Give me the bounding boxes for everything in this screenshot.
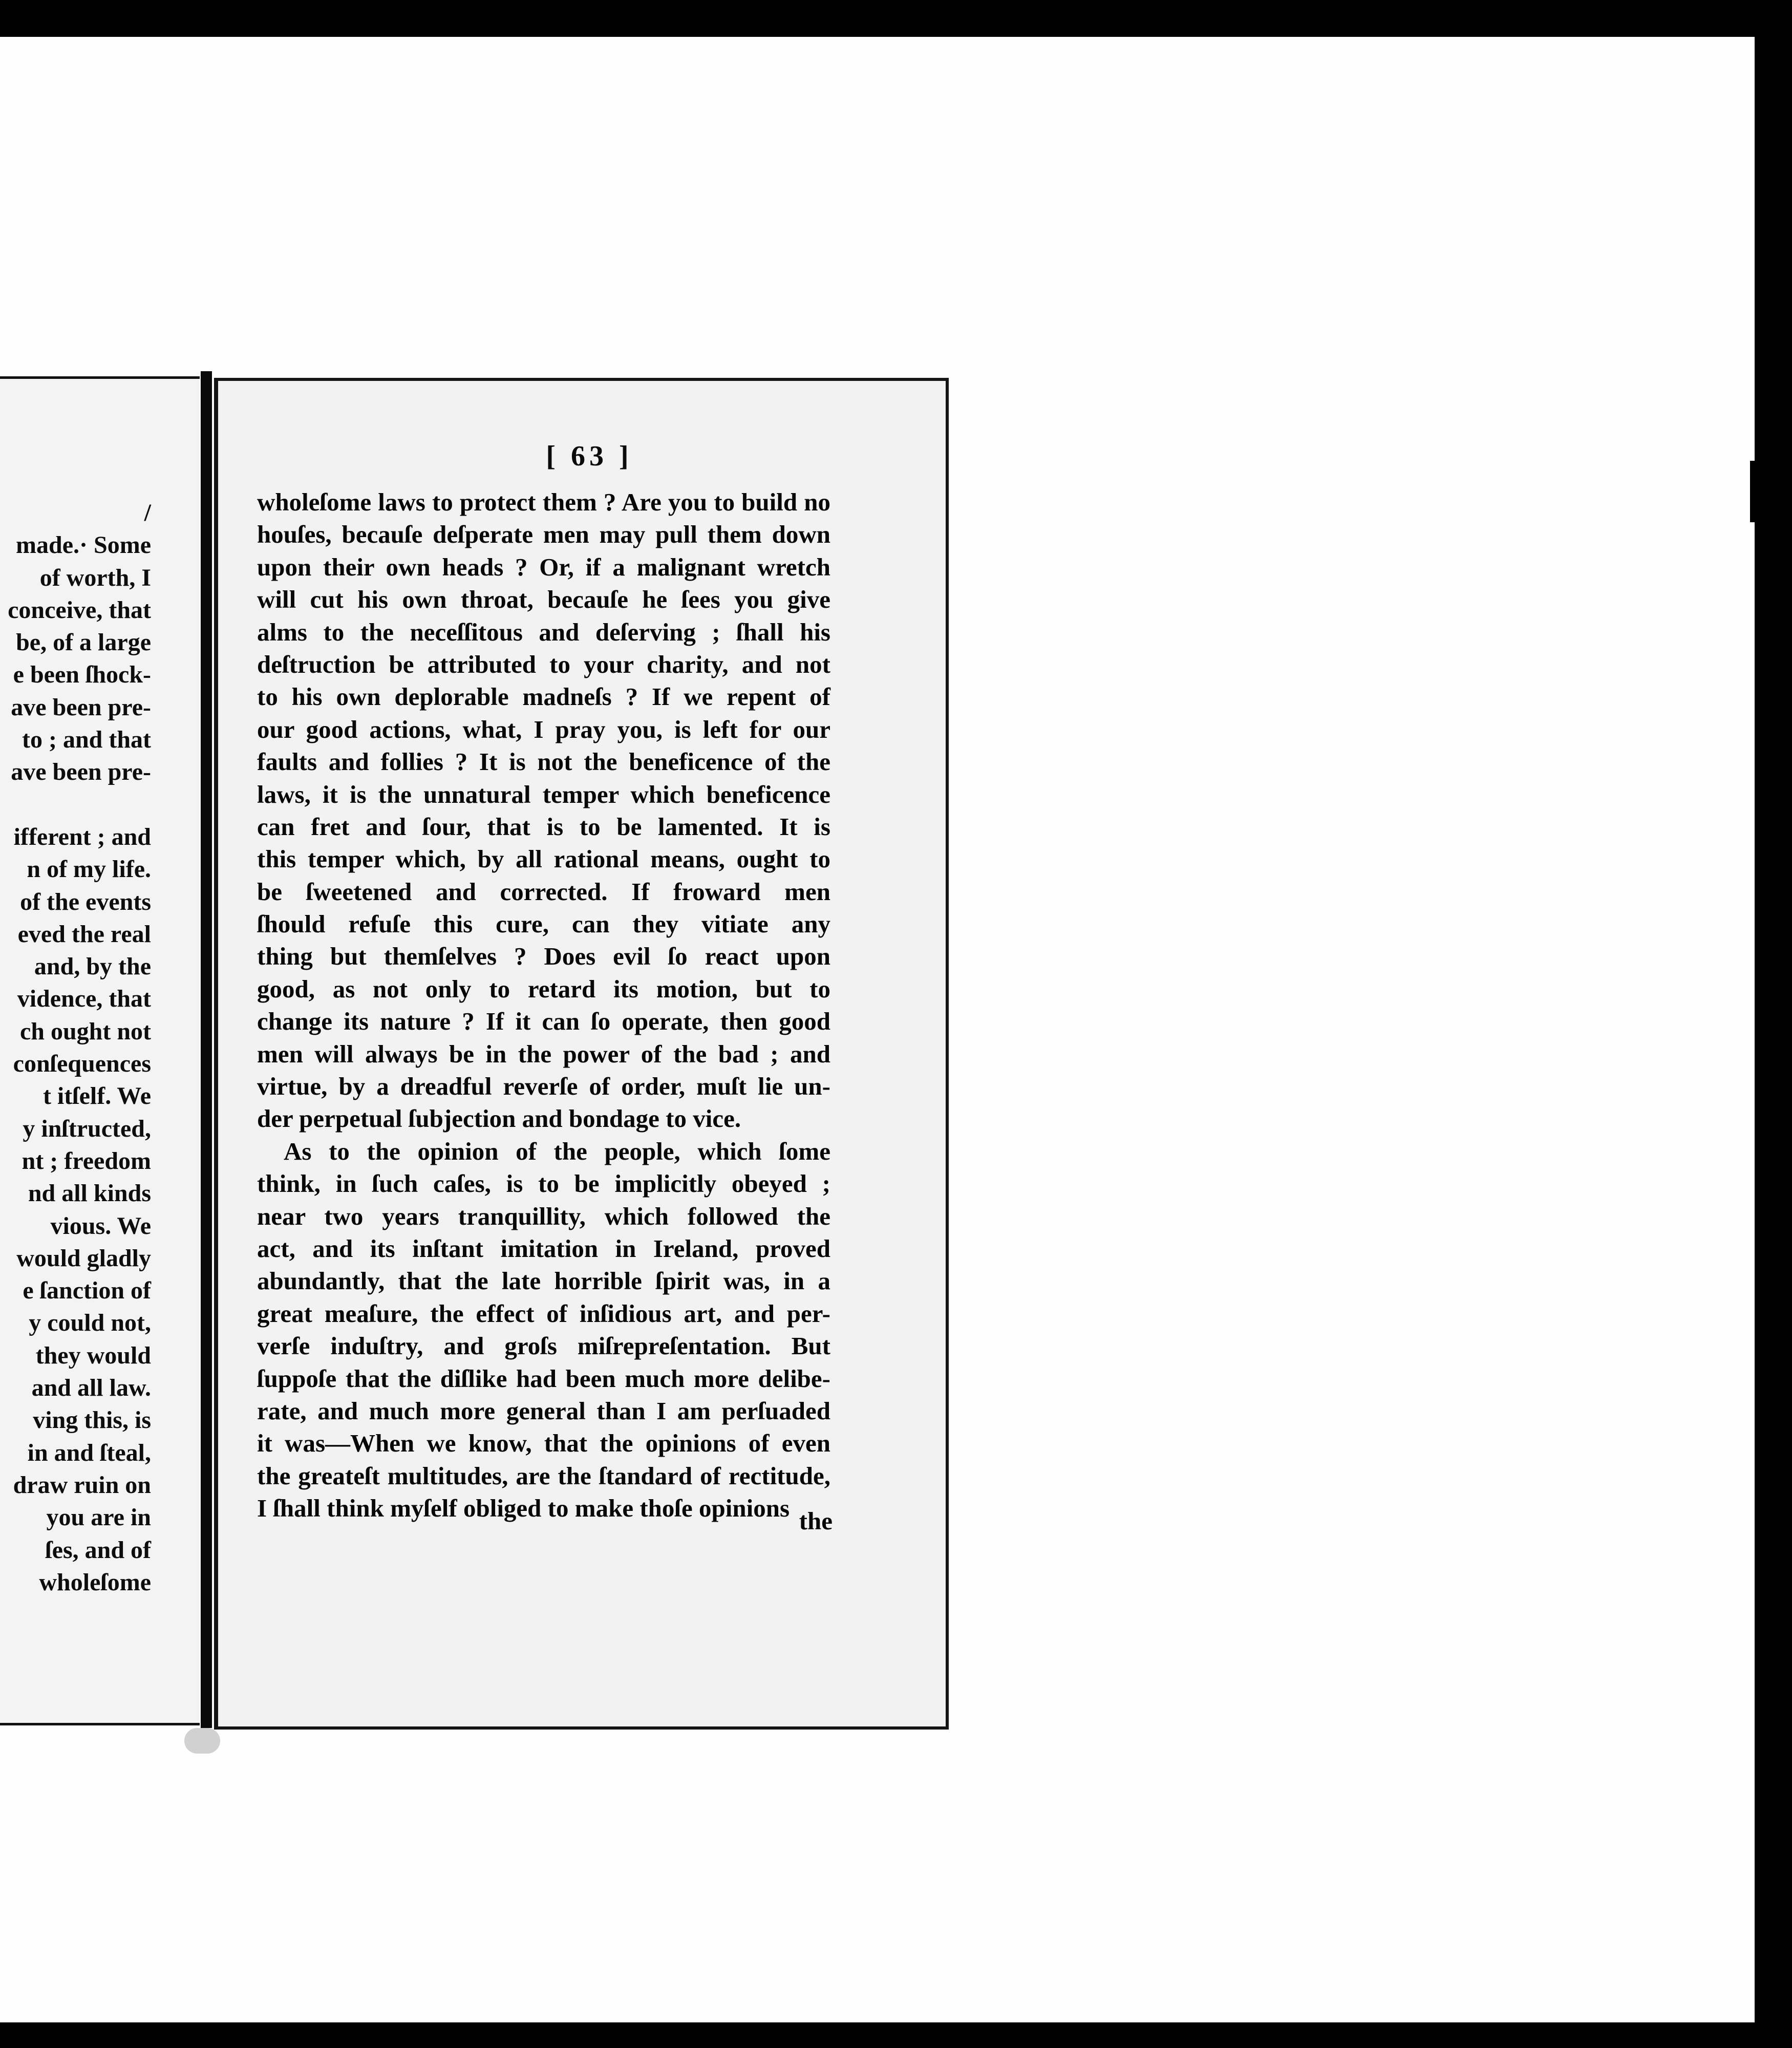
left-text-line: / — [144, 499, 151, 526]
left-page-text — [0, 497, 151, 1598]
text-line: the greateſt multitudes, are the ſtandard of rectitude, — [257, 1461, 830, 1490]
text-line: near two years tranquillity, which followed the — [257, 1202, 830, 1230]
text-line: good, as not only to retard its motion, but to — [257, 974, 830, 1003]
text-line: thing but themſelves ? Does evil ſo react upon — [257, 942, 830, 971]
left-text-line: would gladly — [16, 1244, 151, 1272]
gutter-shadow — [184, 1728, 220, 1754]
text-line: can fret and ſour, that is to be lamented. It is — [257, 812, 830, 841]
left-text-line: you are in — [46, 1504, 151, 1531]
text-line: virtue, by a dreadful reverſe of order, muſt lie un- — [257, 1072, 830, 1101]
text-line: it was—When we know, that the opinions of even — [257, 1429, 830, 1458]
text-line: change its nature ? If it can ſo operate, then good — [257, 1007, 830, 1036]
text-line: be ſweetened and corrected. If froward men — [257, 877, 830, 906]
left-text-line: y could not, — [29, 1309, 151, 1337]
text-line: der perpetual ſubjection and bondage to vice. — [257, 1104, 741, 1133]
catchword: the — [799, 1507, 833, 1535]
left-text-line: ave been pre- — [11, 758, 151, 786]
text-line: think, in ſuch caſes, is to be implicitly obeyed ; — [257, 1169, 830, 1198]
left-text-line: nt ; freedom — [22, 1147, 151, 1175]
left-text-line: ch ought not — [19, 1017, 151, 1045]
left-text-line: of worth, I — [39, 564, 151, 591]
text-line: ſuppoſe that the diſlike had been much more delibe- — [257, 1364, 830, 1393]
text-line: upon their own heads ? Or, if a malignant wretch — [257, 552, 830, 581]
text-line: wholeſome laws to protect them ? Are you to build no — [257, 488, 830, 516]
left-text-line: of the events — [20, 888, 151, 915]
left-text-line: to ; and that — [22, 726, 151, 754]
left-text-line: and all law. — [31, 1374, 151, 1402]
text-line: verſe induſtry, and groſs miſrepreſentation. But — [257, 1332, 830, 1360]
left-text-line — [0, 788, 151, 821]
text-line: ſhould refuſe this cure, can they vitiate any — [257, 910, 830, 938]
text-line: to his own deplorable madneſs ? If we repent of — [257, 682, 830, 711]
left-text-line: e ſanction of — [23, 1277, 151, 1305]
left-text-line: conceive, that — [8, 596, 151, 624]
text-line: alms to the neceſſitous and deſerving ; ſhall his — [257, 617, 830, 646]
left-text-line: conſequences — [13, 1050, 151, 1078]
left-text-line: and, by the — [34, 953, 151, 980]
left-text-line: ving this, is — [33, 1406, 151, 1434]
left-page-fragment — [0, 376, 200, 1725]
left-text-line: n of my life. — [27, 856, 151, 883]
left-text-line: e been ſhock- — [13, 661, 151, 689]
left-text-line: in and ſteal, — [27, 1439, 151, 1466]
left-text-line: t itſelf. We — [42, 1082, 151, 1110]
gutter-fold — [201, 371, 212, 1728]
text-line: this temper which, by all rational means, ought to — [257, 845, 830, 873]
text-line: our good actions, what, I pray you, is left for our — [257, 715, 830, 743]
left-text-line: wholeſome — [39, 1568, 151, 1596]
left-text-line: made.· Some — [16, 531, 151, 559]
left-text-line: y inſtructed, — [23, 1115, 151, 1142]
text-line: great meaſure, the effect of inſidious art, and per- — [257, 1299, 830, 1328]
text-line: abundantly, that the late horrible ſpirit was, in a — [257, 1267, 830, 1295]
body-text — [257, 486, 830, 1525]
left-text-line: vidence, that — [17, 985, 151, 1013]
edge-mark — [1750, 461, 1757, 522]
scan-border — [1755, 37, 1792, 2048]
text-line: men will always be in the power of the bad ; and — [257, 1039, 830, 1068]
text-line: rate, and much more general than I am perſuaded — [257, 1396, 830, 1425]
text-line: faults and follies ? It is not the beneficence of the — [257, 748, 830, 776]
left-text-line: nd all kinds — [28, 1180, 151, 1207]
text-line: will cut his own throat, becauſe he ſees you give — [257, 585, 830, 614]
left-text-line: eved the real — [17, 920, 151, 948]
left-text-line: ave been pre- — [11, 693, 151, 721]
text-line: laws, it is the unnatural temper which beneficence — [257, 780, 830, 808]
left-text-line: be, of a large — [16, 629, 151, 656]
left-text-line: vious. We — [50, 1212, 151, 1240]
left-text-line: ſes, and of — [45, 1536, 151, 1564]
text-line: deſtruction be attributed to your charity, and not — [257, 650, 830, 678]
text-line: act, and its inſtant imitation in Ireland, proved — [257, 1234, 830, 1263]
left-text-line: they would — [35, 1341, 151, 1369]
right-page — [214, 378, 949, 1730]
text-line: houſes, becauſe deſperate men may pull them down — [257, 520, 830, 549]
text-line: As to the opinion of the people, which ſome — [284, 1137, 830, 1165]
page-number: [ 63 ] — [546, 440, 633, 472]
text-line: I ſhall think myſelf obliged to make thoſe opinions — [257, 1494, 790, 1523]
left-text-line: ifferent ; and — [13, 823, 151, 850]
left-text-line: draw ruin on — [13, 1471, 151, 1499]
